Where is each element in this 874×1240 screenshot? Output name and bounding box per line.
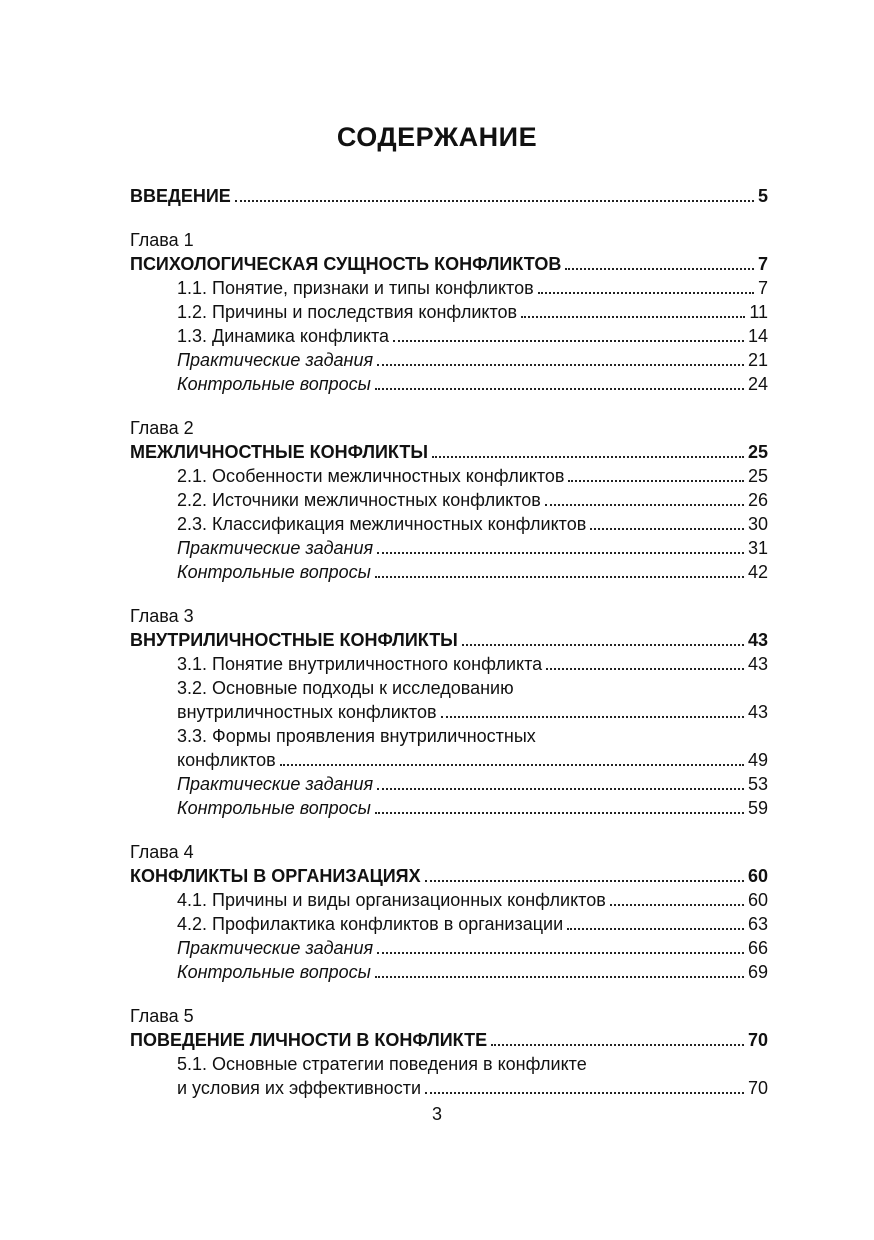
toc-entry[interactable]	[130, 300, 768, 324]
dot-leader	[546, 668, 744, 670]
toc-entry-page: 11	[749, 302, 768, 322]
dot-leader	[393, 340, 744, 342]
toc-entry-text: Практические задания	[177, 938, 374, 958]
toc-entry-page: 49	[747, 750, 768, 770]
toc-entry-text: 2.3. Классификация межличностных конфликтов	[177, 514, 587, 534]
toc-entry[interactable]	[130, 1076, 768, 1100]
toc-intro-page: 5	[757, 186, 768, 206]
toc-entry-questions[interactable]	[130, 560, 768, 584]
chapter-title-row[interactable]	[130, 628, 768, 652]
dot-leader	[545, 504, 744, 506]
toc-entry-page: 31	[747, 538, 768, 558]
toc-entry-page: 43	[747, 702, 768, 722]
toc-entry-questions[interactable]	[130, 372, 768, 396]
toc-entry-questions[interactable]	[130, 960, 768, 984]
dot-leader	[425, 880, 744, 882]
toc-entry-page: 42	[747, 562, 768, 582]
toc-entry-page: 43	[747, 654, 768, 674]
chapter-label: Глава 5	[130, 1006, 194, 1026]
chapter-page: 60	[747, 866, 768, 886]
chapter-title: КОНФЛИКТЫ В ОРГАНИЗАЦИЯХ	[130, 866, 421, 886]
dot-leader	[425, 1092, 744, 1094]
chapter-label: Глава 4	[130, 842, 194, 862]
toc-entry-text: 4.1. Причины и виды организационных конфликтов	[177, 890, 606, 910]
chapter-page: 7	[757, 254, 768, 274]
page-title: СОДЕРЖАНИЕ	[336, 122, 538, 152]
toc-entry-text: Практические задания	[177, 350, 374, 370]
toc-intro[interactable]	[130, 184, 768, 208]
toc-entry-page: 69	[747, 962, 768, 982]
dot-leader	[377, 952, 744, 954]
toc-entry-first-line[interactable]: 3.3. Формы проявления внутриличностных	[177, 726, 536, 746]
toc-entry-page: 26	[747, 490, 768, 510]
chapter-page: 25	[747, 442, 768, 462]
chapter-title-row[interactable]	[130, 440, 768, 464]
toc-entry-practice[interactable]	[130, 348, 768, 372]
chapter-title: ПСИХОЛОГИЧЕСКАЯ СУЩНОСТЬ КОНФЛИКТОВ	[130, 254, 562, 274]
toc-entry-text: 4.2. Профилактика конфликтов в организации	[177, 914, 564, 934]
toc-entry[interactable]	[130, 488, 768, 512]
toc-entry-page: 14	[747, 326, 768, 346]
toc-entry-page: 70	[747, 1078, 768, 1098]
toc-entry-page: 25	[747, 466, 768, 486]
dot-leader	[567, 928, 744, 930]
dot-leader	[610, 904, 744, 906]
toc-entry-text: Практические задания	[177, 774, 374, 794]
chapter-title-row[interactable]	[130, 252, 768, 276]
dot-leader	[538, 292, 754, 294]
toc-entry-practice[interactable]	[130, 536, 768, 560]
toc-entry-text: 2.2. Источники межличностных конфликтов	[177, 490, 541, 510]
toc-entry-text: 2.1. Особенности межличностных конфликтов	[177, 466, 565, 486]
dot-leader	[235, 200, 754, 202]
dot-leader	[590, 528, 744, 530]
dot-leader	[491, 1044, 744, 1046]
toc-entry-page: 21	[747, 350, 768, 370]
toc-entry-text: конфликтов	[177, 750, 276, 770]
dot-leader	[377, 788, 744, 790]
chapter-label: Глава 3	[130, 606, 194, 626]
dot-leader	[280, 764, 744, 766]
toc-entry-page: 63	[747, 914, 768, 934]
toc-entry-page: 66	[747, 938, 768, 958]
dot-leader	[377, 552, 744, 554]
toc-entry-text: внутриличностных конфликтов	[177, 702, 437, 722]
page-number: 3	[431, 1104, 442, 1124]
toc-entry[interactable]	[130, 748, 768, 772]
toc-entry-text: Контрольные вопросы	[177, 374, 371, 394]
table-of-contents	[130, 180, 768, 1100]
chapter-title: ПОВЕДЕНИЕ ЛИЧНОСТИ В КОНФЛИКТЕ	[130, 1030, 488, 1050]
chapter-page: 43	[747, 630, 768, 650]
chapter-title-row[interactable]	[130, 1028, 768, 1052]
toc-entry-text: и условия их эффективности	[177, 1078, 421, 1098]
toc-entry-page: 24	[747, 374, 768, 394]
toc-entry-text: Контрольные вопросы	[177, 798, 371, 818]
toc-entry-practice[interactable]	[130, 936, 768, 960]
toc-entry-text: Контрольные вопросы	[177, 962, 371, 982]
toc-entry-page: 53	[747, 774, 768, 794]
toc-entry-practice[interactable]	[130, 772, 768, 796]
chapter-page: 70	[747, 1030, 768, 1050]
toc-entry[interactable]	[130, 888, 768, 912]
toc-entry[interactable]	[130, 700, 768, 724]
toc-entry-text: 1.1. Понятие, признаки и типы конфликтов	[177, 278, 534, 298]
toc-entry-text: 1.3. Динамика конфликта	[177, 326, 390, 346]
toc-entry-page: 60	[747, 890, 768, 910]
dot-leader	[375, 812, 744, 814]
toc-entry[interactable]	[130, 276, 768, 300]
toc-entry-page: 59	[747, 798, 768, 818]
toc-entry-text: 1.2. Причины и последствия конфликтов	[177, 302, 518, 322]
dot-leader	[565, 268, 754, 270]
toc-entry-questions[interactable]	[130, 796, 768, 820]
chapter-title: МЕЖЛИЧНОСТНЫЕ КОНФЛИКТЫ	[130, 442, 428, 462]
toc-entry-text: 3.1. Понятие внутриличностного конфликта	[177, 654, 543, 674]
dot-leader	[462, 644, 744, 646]
chapter-label: Глава 1	[130, 230, 194, 250]
toc-entry-first-line[interactable]: 3.2. Основные подходы к исследованию	[177, 678, 514, 698]
chapter-title: ВНУТРИЛИЧНОСТНЫЕ КОНФЛИКТЫ	[130, 630, 458, 650]
chapter-title-row[interactable]	[130, 864, 768, 888]
toc-entry-first-line[interactable]: 5.1. Основные стратегии поведения в конфликте	[177, 1054, 587, 1074]
toc-entry[interactable]	[130, 512, 768, 536]
dot-leader	[568, 480, 743, 482]
toc-entry[interactable]	[130, 652, 768, 676]
toc-entry[interactable]	[130, 464, 768, 488]
toc-entry-page: 7	[757, 278, 768, 298]
dot-leader	[441, 716, 744, 718]
dot-leader	[521, 316, 745, 318]
dot-leader	[375, 976, 744, 978]
dot-leader	[377, 364, 744, 366]
toc-entry[interactable]	[130, 324, 768, 348]
dot-leader	[432, 456, 744, 458]
toc-entry-text: Контрольные вопросы	[177, 562, 371, 582]
dot-leader	[375, 576, 744, 578]
toc-entry-text: Практические задания	[177, 538, 374, 558]
toc-entry-page: 30	[747, 514, 768, 534]
chapter-label: Глава 2	[130, 418, 194, 438]
toc-entry[interactable]	[130, 912, 768, 936]
dot-leader	[375, 388, 744, 390]
toc-intro-title: ВВЕДЕНИЕ	[130, 186, 231, 206]
